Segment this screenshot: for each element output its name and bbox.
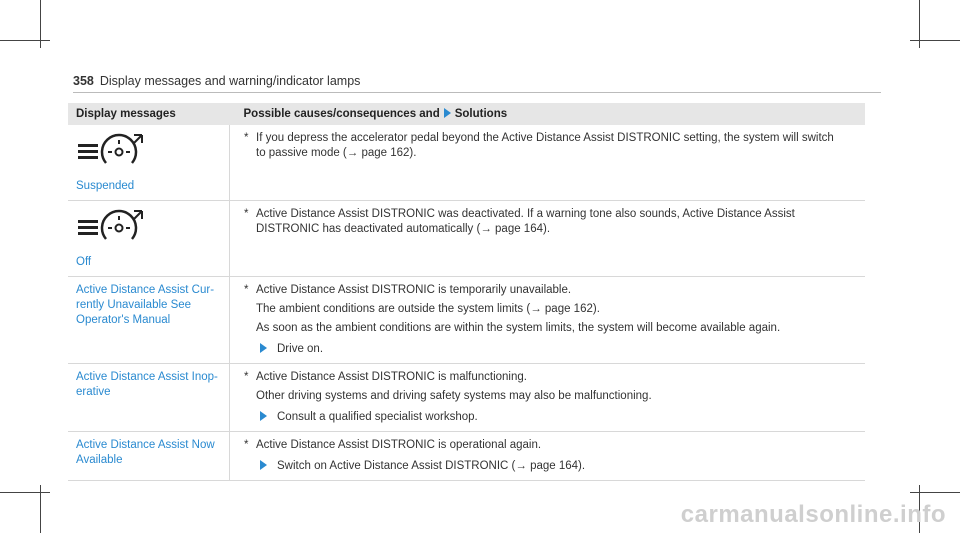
cause-text-continued: to passive mode (→ page 162).	[256, 147, 417, 159]
table-row	[68, 125, 865, 201]
action-arrow-icon	[260, 411, 267, 421]
action-step	[244, 410, 857, 425]
cause-cell	[230, 125, 866, 201]
solutions-arrow-icon	[444, 108, 451, 118]
cause-text: Active Distance Assist DISTRONIC is operational again.	[256, 439, 542, 451]
cause-cell	[230, 277, 866, 364]
action-text: Switch on Active Distance Assist DISTRONIC (→ page 164).	[277, 460, 586, 472]
watermark: carmanualsonline.info	[680, 501, 946, 528]
page-header	[73, 74, 360, 88]
table-row	[68, 201, 865, 277]
display-messages-table	[68, 103, 865, 481]
distronic-suspended-icon	[76, 133, 221, 173]
action-arrow-icon	[260, 460, 267, 470]
bullet: *	[244, 284, 249, 296]
action-text: Drive on.	[277, 343, 324, 355]
page-number: 358	[73, 74, 94, 88]
message-label: Active Distance Assist Cur-rently Unavailable See Operator's Manual	[76, 284, 215, 326]
col-header-display-messages: Display messages	[68, 103, 230, 125]
message-label: Off	[76, 256, 92, 268]
table-row	[68, 277, 865, 364]
crop-mark	[910, 40, 960, 41]
bullet: *	[244, 371, 249, 383]
bullet: *	[244, 132, 249, 144]
bullet: *	[244, 208, 249, 220]
cause-text: Active Distance Assist DISTRONIC was deactivated. If a warning tone also sounds, Active Distance Assist	[256, 208, 795, 220]
action-arrow-icon	[260, 343, 267, 353]
col-header-causes-text: Possible causes/consequences and	[243, 108, 440, 120]
distronic-off-icon	[76, 209, 221, 249]
message-label: Suspended	[76, 180, 135, 192]
cause-text: If you depress the accelerator pedal beyond the Active Distance Assist DISTRONIC setting, the system will switch	[256, 132, 834, 144]
bullet: *	[244, 439, 249, 451]
cause-paragraph: Other driving systems and driving safety systems may also be malfunctioning.	[256, 390, 652, 402]
cause-text-continued: DISTRONIC has deactivated automatically (→ page 164).	[256, 223, 551, 235]
crop-mark	[0, 492, 50, 493]
table-row	[68, 364, 865, 432]
cause-text: Active Distance Assist DISTRONIC is temporarily unavailable.	[256, 284, 572, 296]
message-cell	[68, 364, 230, 432]
page-title: Display messages and warning/indicator lamps	[99, 74, 361, 88]
action-step	[244, 459, 857, 474]
crop-mark	[0, 40, 50, 41]
header-divider	[73, 92, 881, 93]
message-cell	[68, 125, 230, 201]
table-header-row	[68, 103, 865, 125]
col-header-causes	[230, 103, 866, 125]
crop-mark	[910, 492, 960, 493]
cause-text: Active Distance Assist DISTRONIC is malfunctioning.	[256, 371, 527, 383]
message-label: Active Distance Assist Inop-erative	[76, 371, 218, 398]
message-cell	[68, 201, 230, 277]
cause-cell	[230, 364, 866, 432]
message-label: Active Distance Assist Now Available	[76, 439, 215, 466]
table-row	[68, 432, 865, 481]
action-step	[244, 342, 857, 357]
message-cell	[68, 432, 230, 481]
cause-paragraph: As soon as the ambient conditions are within the system limits, the system will become available again.	[256, 322, 781, 334]
cause-cell	[230, 201, 866, 277]
col-header-solutions-text: Solutions	[454, 108, 508, 120]
cause-paragraph: The ambient conditions are outside the system limits (→ page 162).	[256, 303, 600, 315]
cause-cell	[230, 432, 866, 481]
message-cell	[68, 277, 230, 364]
action-text: Consult a qualified specialist workshop.	[277, 411, 478, 423]
